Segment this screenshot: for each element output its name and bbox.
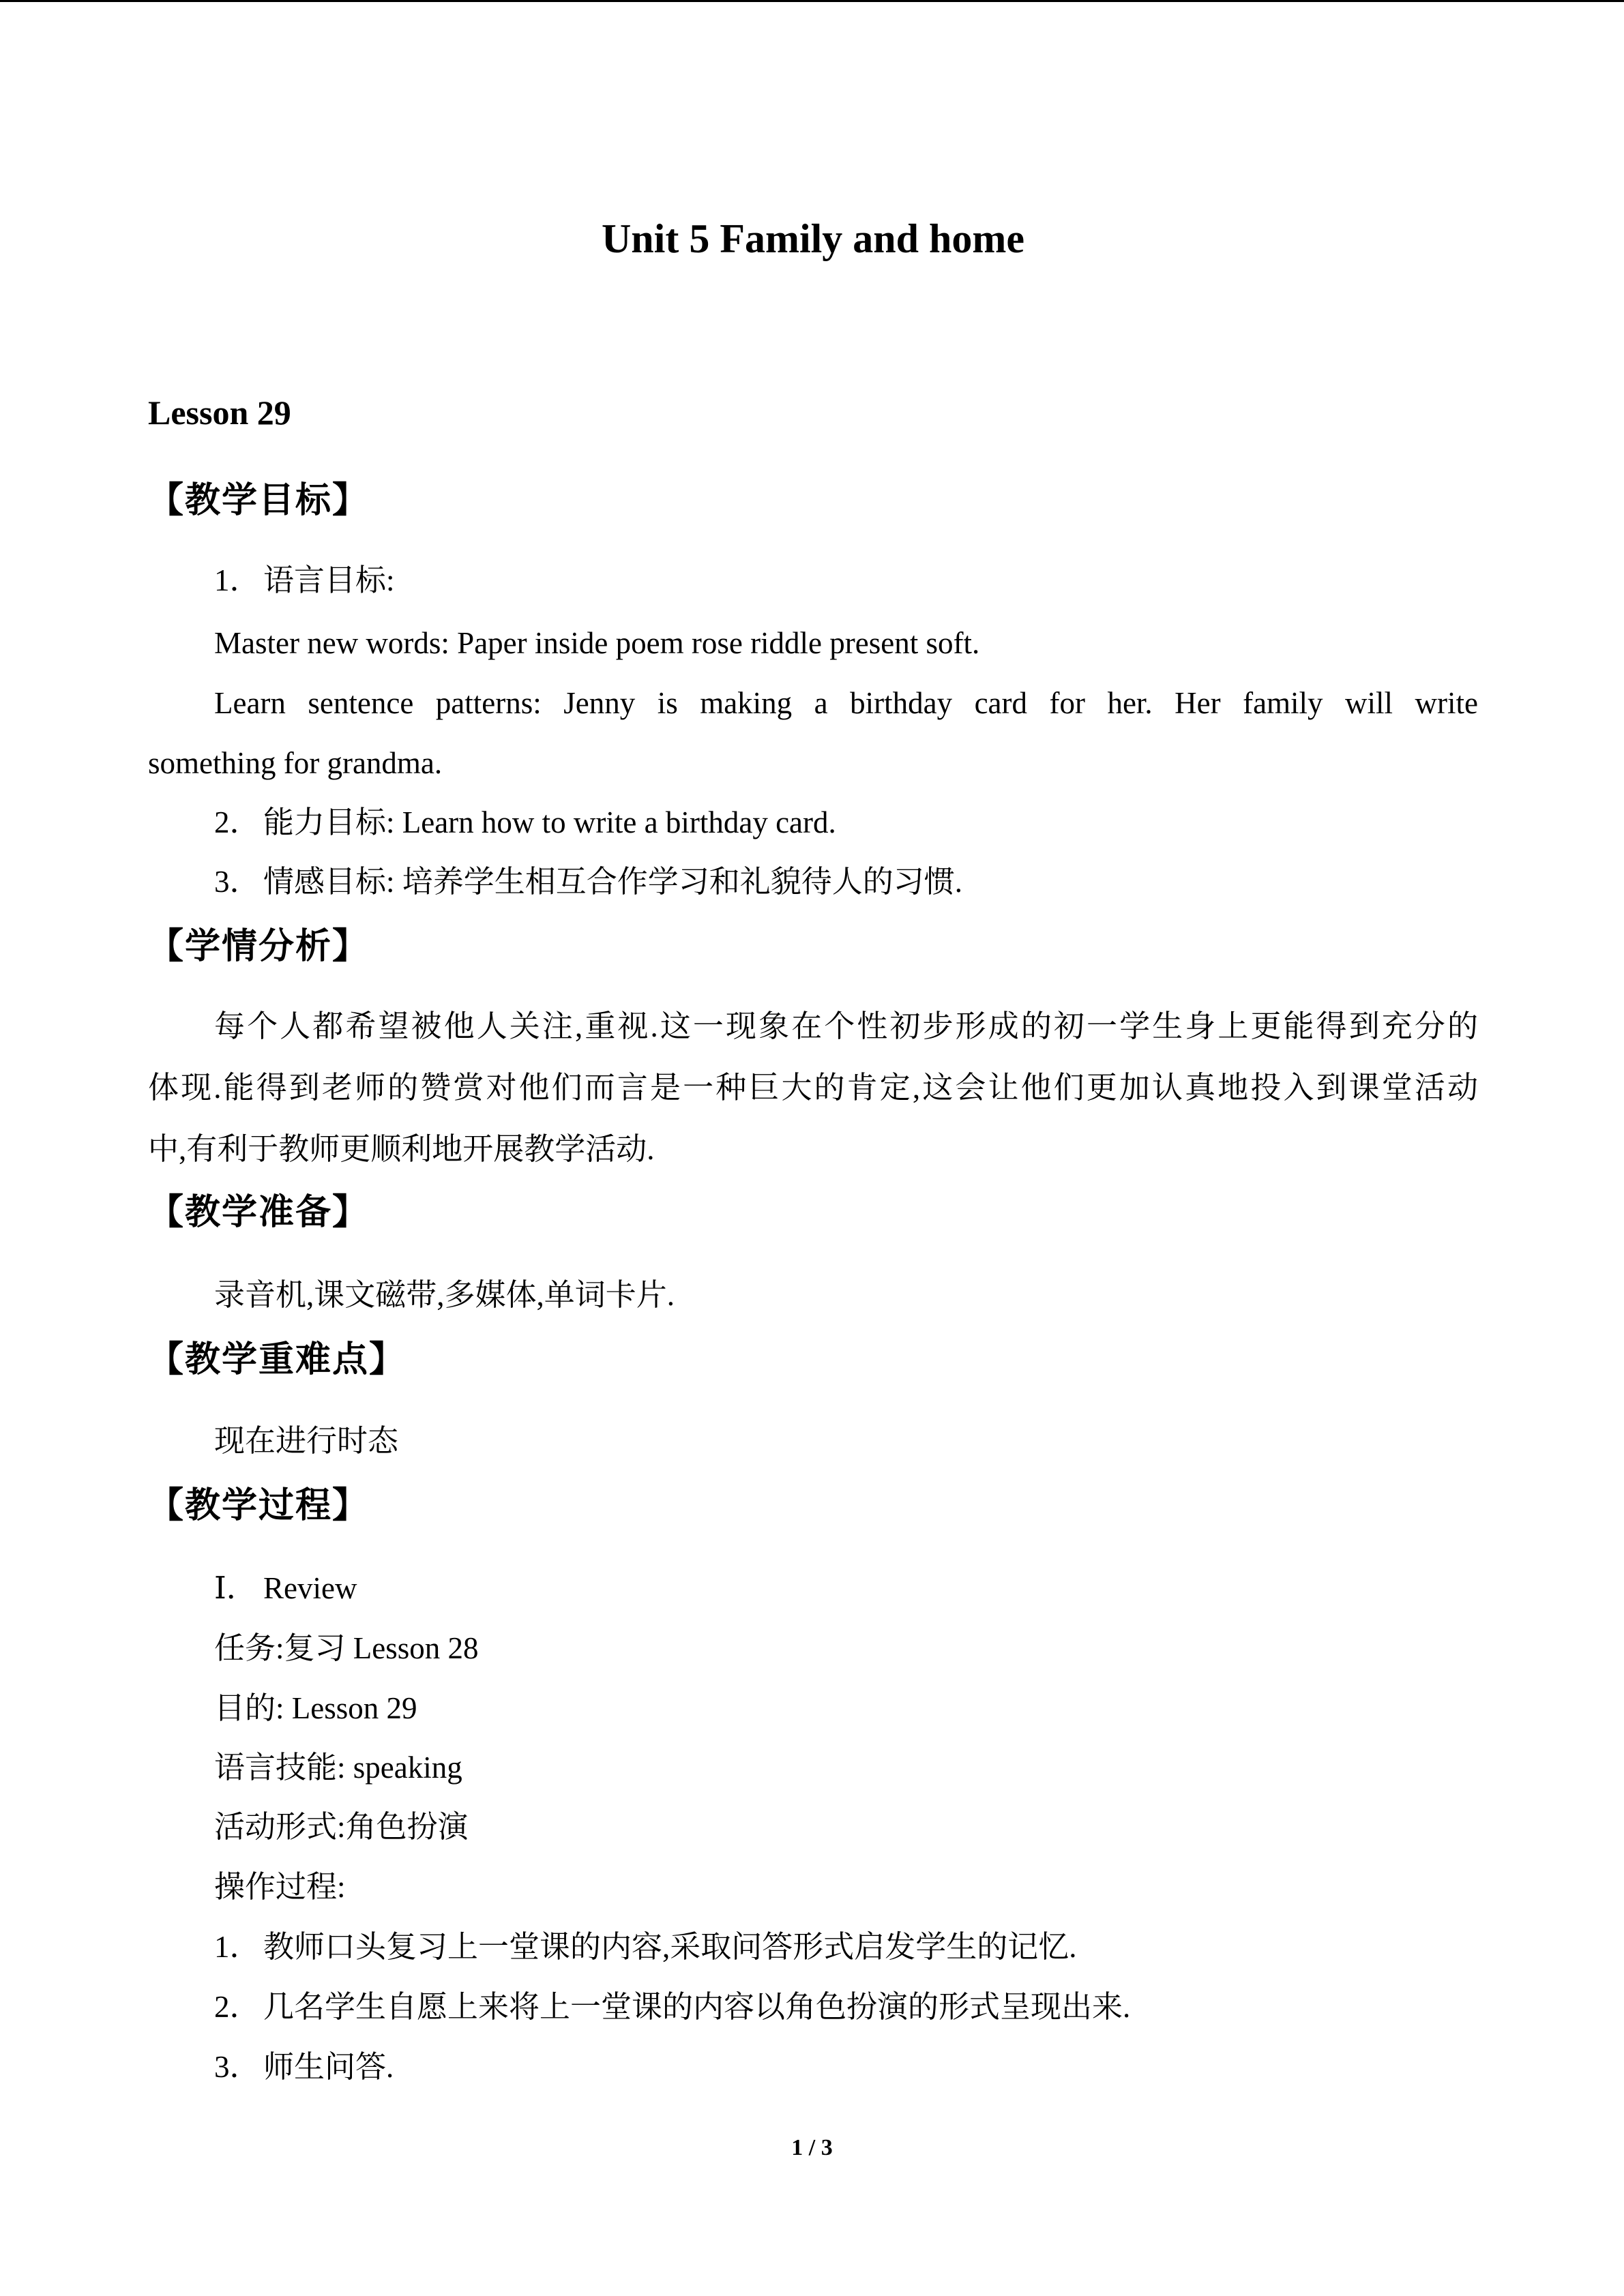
item-number: 3．: [214, 2050, 261, 2084]
procedure-item-3: [214, 2046, 394, 2088]
item-text: 师生问答.: [263, 2050, 394, 2084]
item-number: 2．: [214, 1990, 261, 2024]
preparation-text: 录音机,课文磁带,多媒体,单词卡片.: [214, 1278, 675, 1312]
keypoints-text: 现在进行时态: [214, 1424, 399, 1458]
item-text: 教师口头复习上一堂课的内容,采取问答形式启发学生的记忆.: [263, 1930, 1077, 1964]
process-skill: 语言技能: speaking: [214, 1750, 462, 1785]
objective-item-ability: [214, 801, 836, 844]
section-heading-process: 【教学过程】: [148, 1485, 370, 1526]
procedure-item-1: [214, 1926, 1077, 1968]
page-top-border: [0, 0, 1624, 2]
process-form: 活动形式:角色扮演: [214, 1810, 469, 1844]
analysis-line-3: 中,有利于教师更顺利地开展教学活动.: [148, 1132, 655, 1166]
process-procedure-label: 操作过程:: [214, 1870, 346, 1904]
sentence-patterns-continuation: something for grandma.: [148, 746, 443, 780]
objective-item-language: [214, 559, 395, 601]
item-number: 1．: [214, 1930, 261, 1964]
procedure-item-2: [214, 1986, 1130, 2028]
analysis-line-1: 每个人都希望被他人关注,重视.这一现象在个性初步形成的初一学生身上更能得到充分的: [214, 1009, 1478, 1043]
analysis-line-2: 体现.能得到老师的赞赏对他们而言是一种巨大的肯定,这会让他们更加认真地投入到课堂活动: [148, 1071, 1478, 1105]
section-heading-objectives: 【教学目标】: [148, 480, 370, 521]
item-text: 能力目标: Learn how to write a birthday card.: [263, 805, 836, 839]
section-heading-analysis: 【学情分析】: [148, 926, 370, 967]
item-number: 3．: [214, 865, 261, 899]
step-title: Review: [263, 1571, 357, 1605]
process-task: 任务:复习 Lesson 28: [214, 1631, 479, 1665]
process-purpose: 目的: Lesson 29: [214, 1691, 417, 1725]
sentence-patterns-line: Learn sentence patterns: Jenny is making a birthday card for her. Her family will write: [214, 686, 1478, 720]
item-number: 2．: [214, 805, 261, 839]
item-number: 1．: [214, 563, 261, 597]
section-heading-preparation: 【教学准备】: [148, 1192, 370, 1233]
objective-item-emotion: [214, 861, 962, 903]
step-number: Ⅰ．: [214, 1571, 257, 1605]
item-text: 情感目标: 培养学生相互合作学习和礼貌待人的习惯.: [263, 865, 963, 899]
process-step-review: [214, 1567, 357, 1609]
new-words-line: Master new words: Paper inside poem rose riddle present soft.: [214, 626, 980, 660]
page-number: 1 / 3: [791, 2135, 833, 2160]
item-text: 几名学生自愿上来将上一堂课的内容以角色扮演的形式呈现出来.: [263, 1990, 1131, 2024]
section-heading-keypoints: 【教学重难点】: [148, 1339, 407, 1380]
document-title: Unit 5 Family and home: [601, 216, 1025, 261]
lesson-heading: Lesson 29: [148, 393, 291, 432]
item-label: 语言目标:: [263, 563, 395, 597]
